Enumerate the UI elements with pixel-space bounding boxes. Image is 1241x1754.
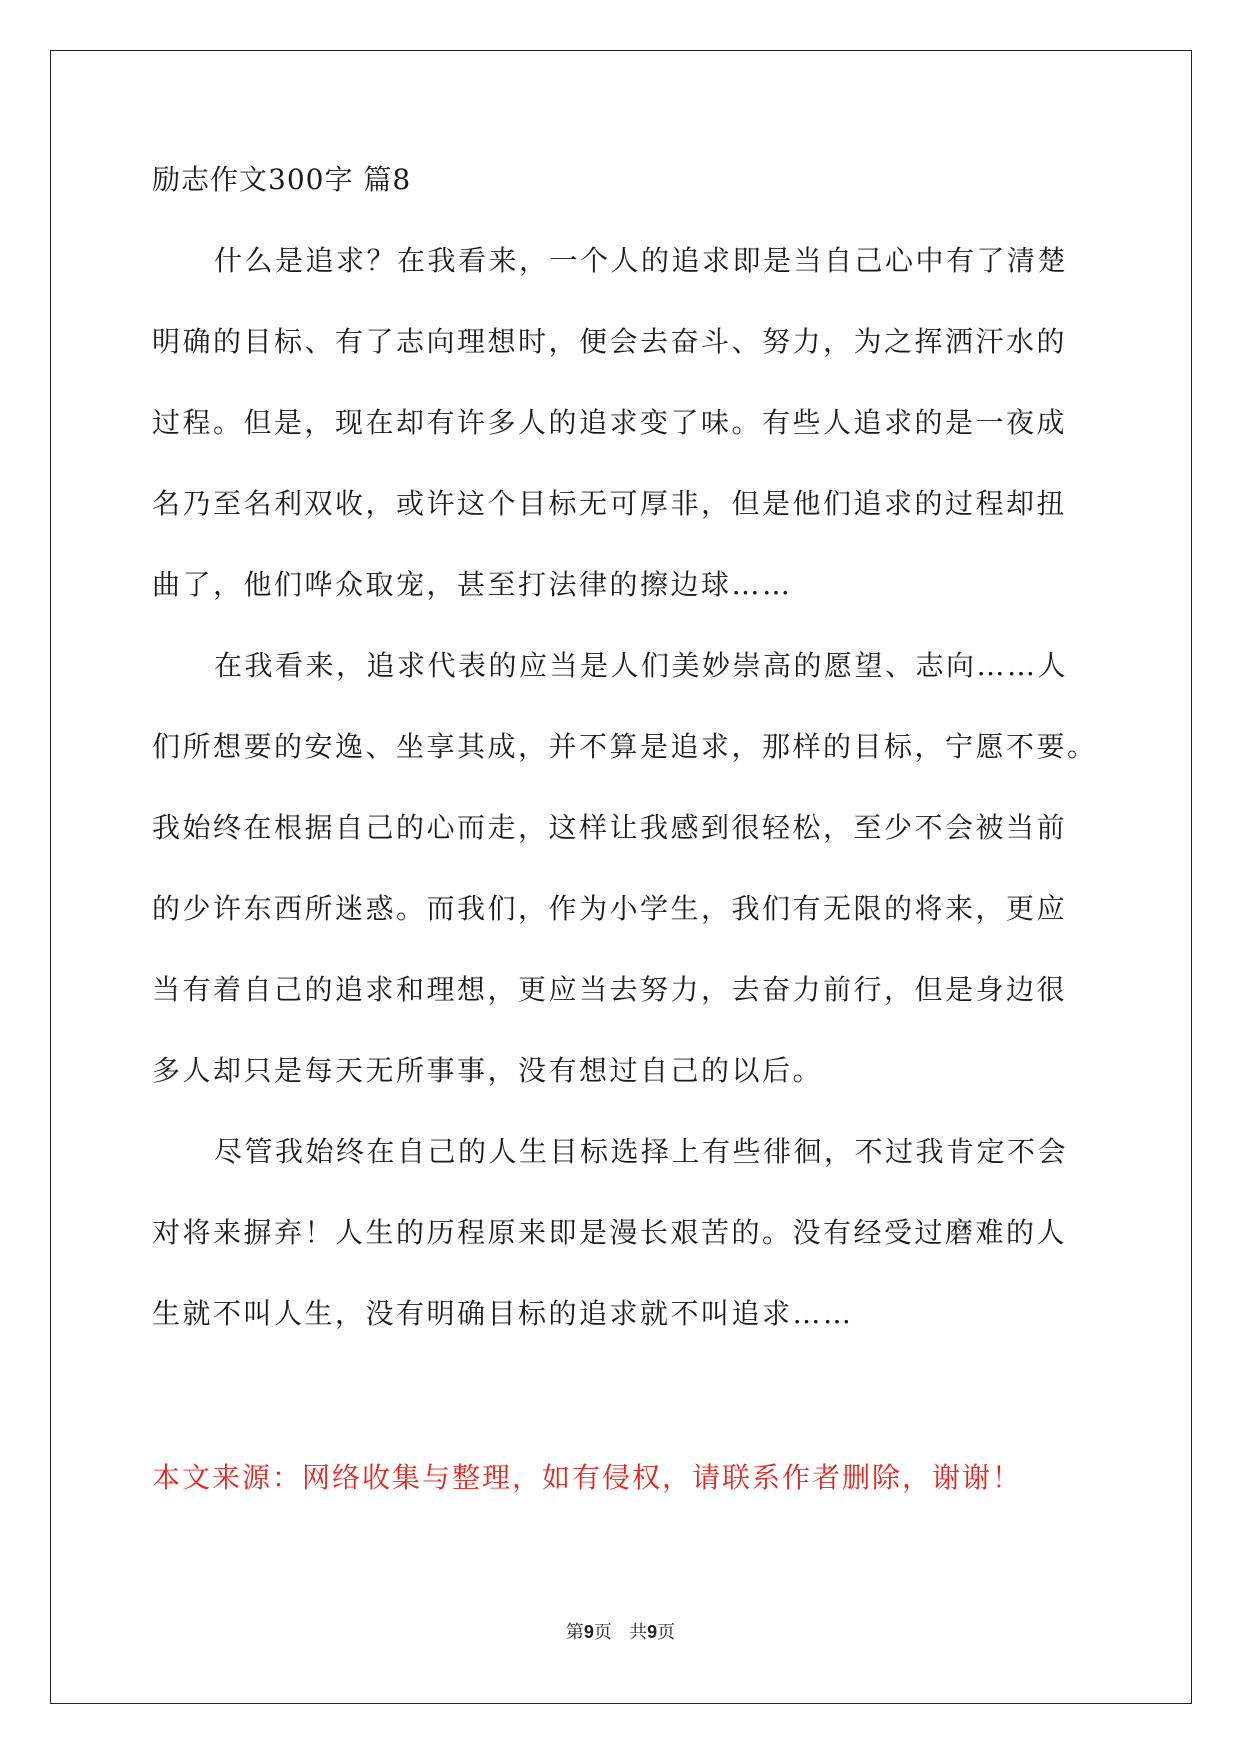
page-mid: 页 共 bbox=[593, 1622, 648, 1643]
paragraph-line: 尽管我始终在自己的人生目标选择上有些徘徊，不过我肯定不会 bbox=[214, 1135, 1069, 1168]
page-current-number: 9 bbox=[583, 1622, 594, 1642]
paragraph-line: 我始终在根据自己的心而走，这样让我感到很轻松，至少不会被当前 bbox=[152, 811, 1068, 844]
paragraph-line: 明确的目标、有了志向理想时，便会去奋斗、努力，为之挥洒汗水的 bbox=[152, 325, 1068, 358]
source-note: 本文来源：网络收集与整理，如有侵权，请联系作者删除，谢谢！ bbox=[152, 1461, 1023, 1494]
paragraph-line: 在我看来，追求代表的应当是人们美妙崇高的愿望、志向……人 bbox=[214, 649, 1069, 682]
paragraph-line: 过程。但是，现在却有许多人的追求变了味。有些人追求的是一夜成 bbox=[152, 406, 1068, 439]
paragraph-line: 多人却只是每天无所事事，没有想过自己的以后。 bbox=[152, 1054, 824, 1087]
paragraph-line: 生就不叫人生，没有明确目标的追求就不叫追求…… bbox=[152, 1297, 854, 1330]
paragraph-line: 曲了，他们哗众取宠，甚至打法律的擦边球…… bbox=[152, 568, 793, 601]
page-total-number: 9 bbox=[647, 1622, 658, 1642]
paragraph-line: 对将来摒弃！人生的历程原来即是漫长艰苦的。没有经受过磨难的人 bbox=[152, 1216, 1068, 1249]
paragraph-line: 们所想要的安逸、坐享其成，并不算是追求，那样的目标，宁愿不要。 bbox=[152, 730, 1098, 763]
document-body bbox=[152, 160, 1098, 1354]
page-footer bbox=[0, 1620, 1241, 1645]
paragraph-line: 的少许东西所迷惑。而我们，作为小学生，我们有无限的将来，更应 bbox=[152, 892, 1068, 925]
document-title: 励志作文300字 篇8 bbox=[152, 163, 412, 196]
page-prefix: 第 bbox=[565, 1622, 584, 1643]
paragraph-line: 什么是追求？在我看来，一个人的追求即是当自己心中有了清楚 bbox=[214, 244, 1069, 277]
paragraph-line: 当有着自己的追求和理想，更应当去努力，去奋力前行，但是身边很 bbox=[152, 973, 1068, 1006]
paragraph-3 bbox=[152, 1111, 1092, 1354]
paragraph-1 bbox=[152, 220, 1092, 625]
paragraph-line: 名乃至名利双收，或许这个目标无可厚非，但是他们追求的过程却扭 bbox=[152, 487, 1068, 520]
page-suffix: 页 bbox=[657, 1622, 676, 1643]
paragraph-2 bbox=[152, 625, 1098, 1111]
